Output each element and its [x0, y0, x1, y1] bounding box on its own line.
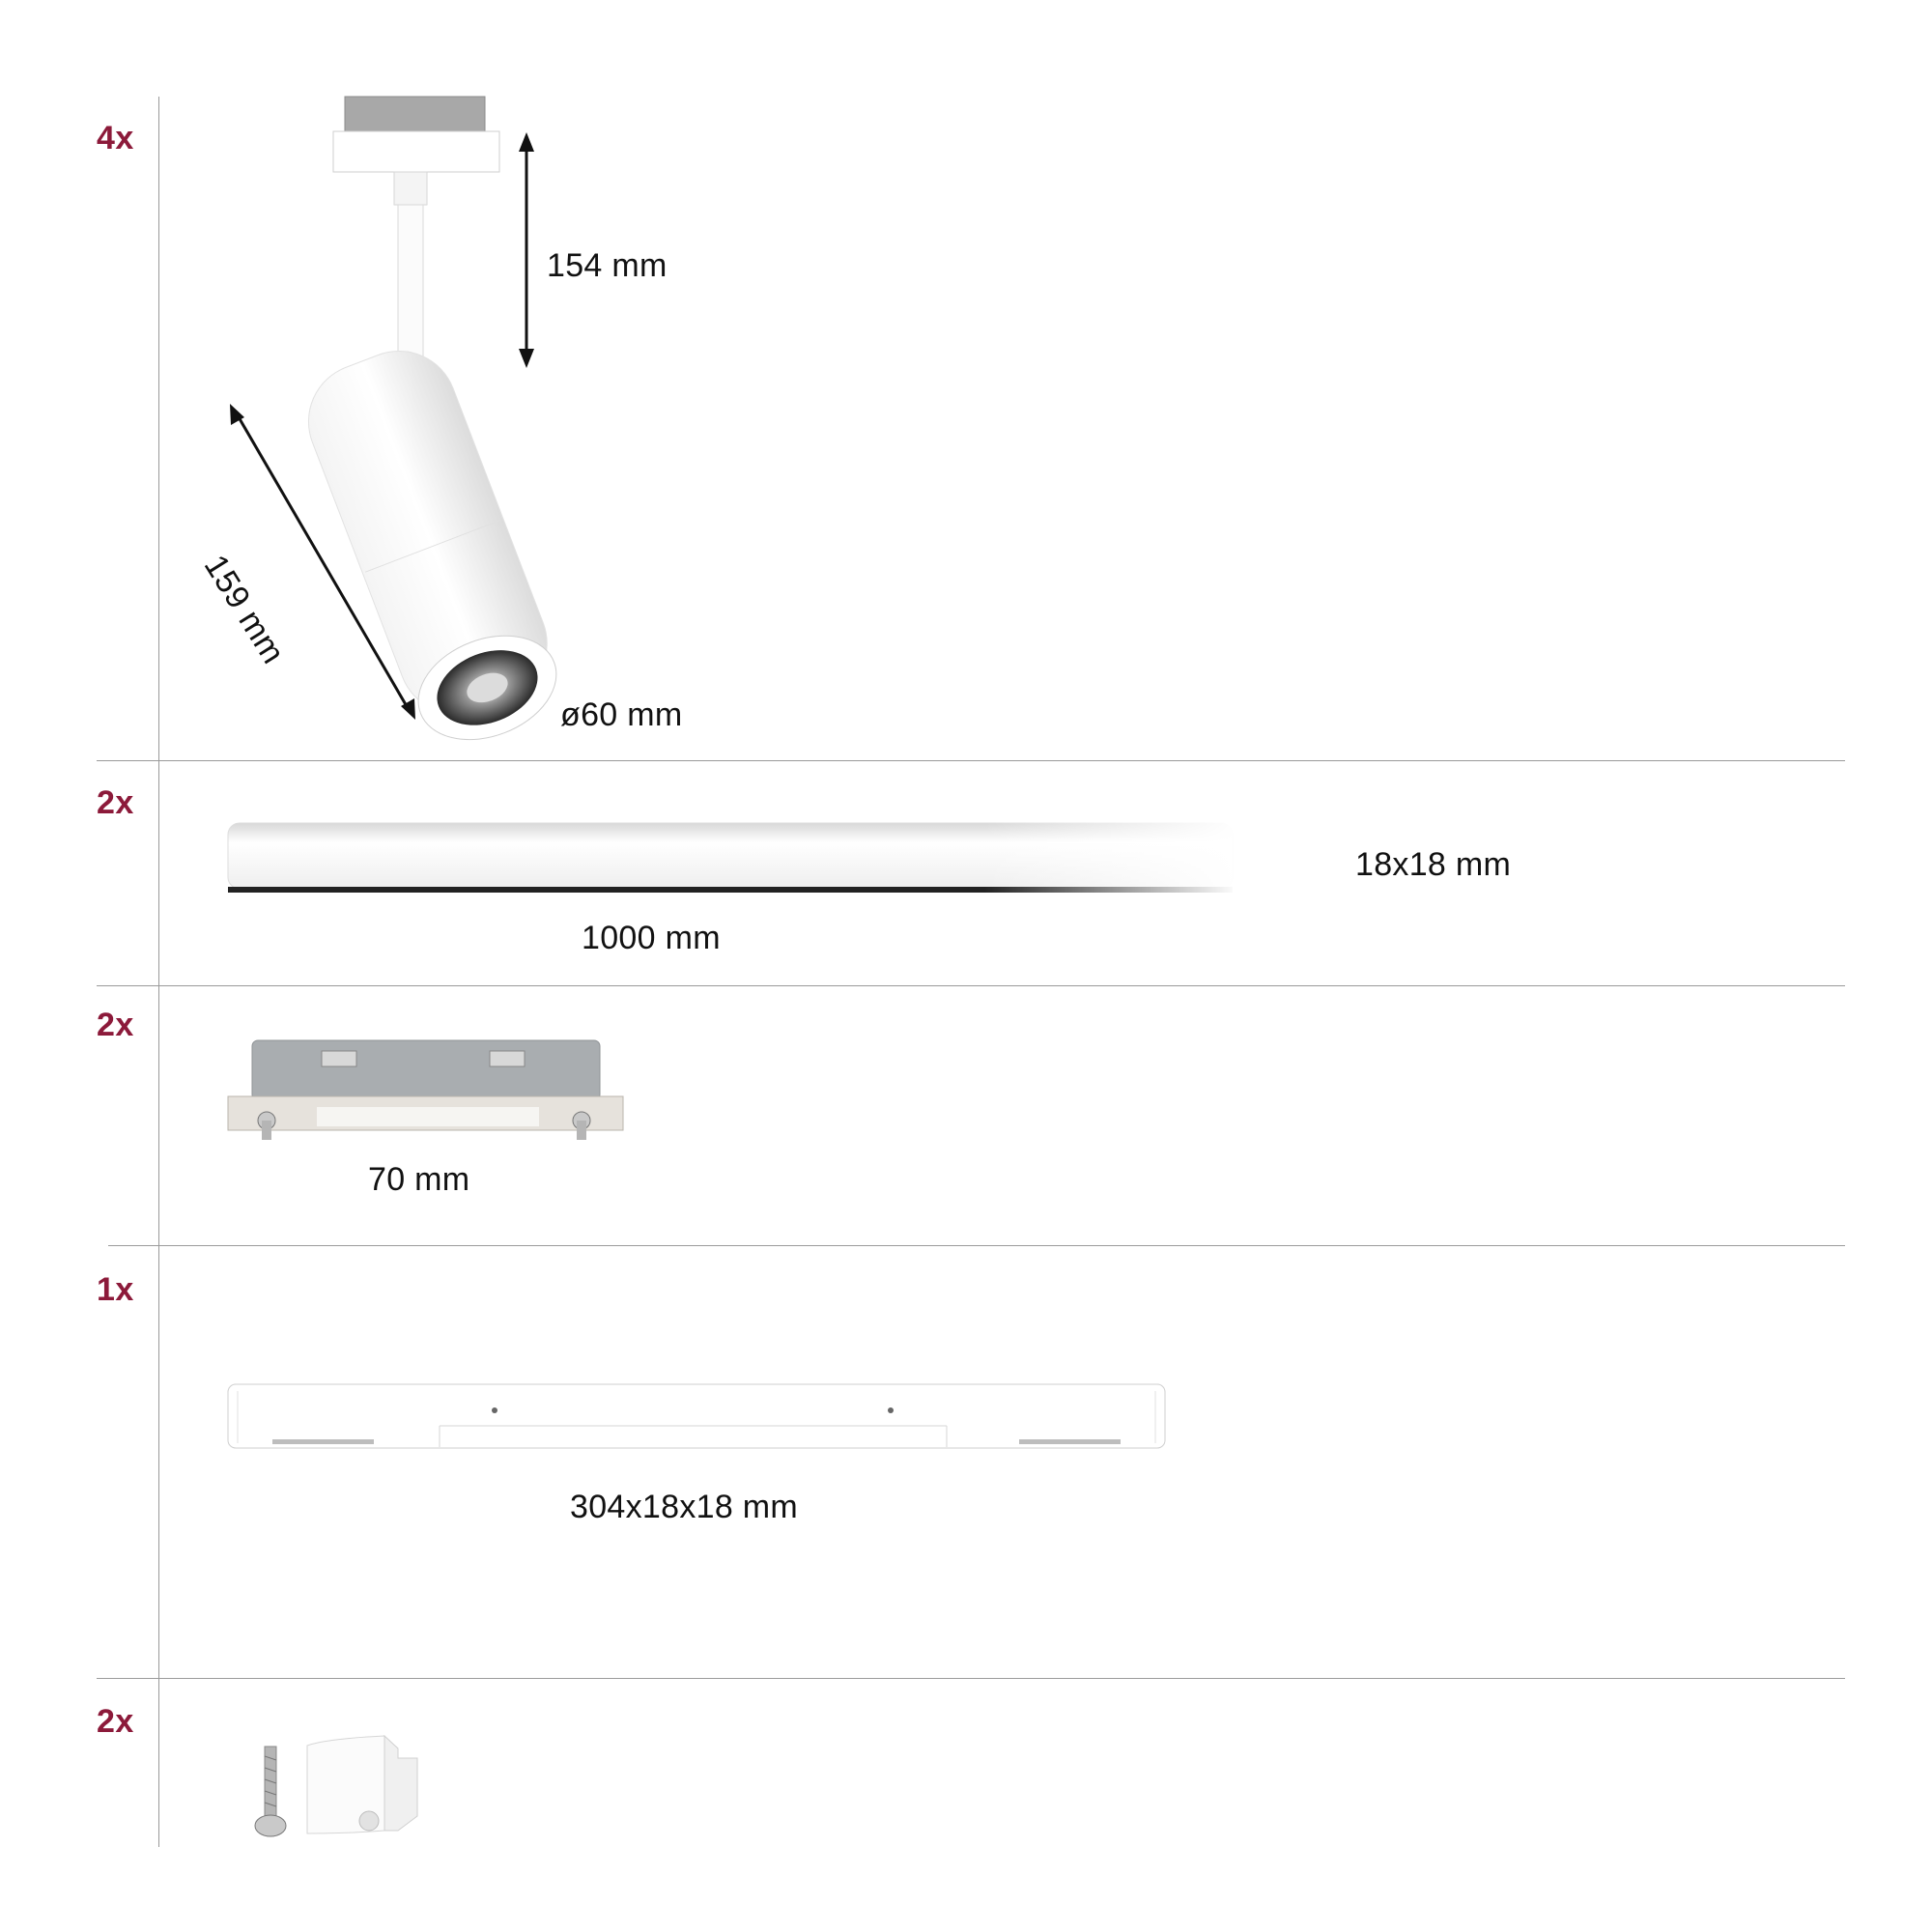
dimension-rail-profile: 18x18 mm	[1355, 846, 1512, 883]
dimension-connector-length: 70 mm	[368, 1161, 470, 1198]
dimension-length: 159 mm	[196, 549, 293, 670]
quantity-label-end-cap: 2x	[97, 1703, 134, 1740]
quantity-label-spotlight: 4x	[97, 120, 134, 156]
dimension-power-rail: 304x18x18 mm	[570, 1489, 799, 1525]
dimension-rail-length: 1000 mm	[582, 920, 721, 956]
quantity-label-rail: 2x	[97, 784, 134, 821]
dimension-diameter: ø60 mm	[560, 696, 683, 733]
quantity-label-power-rail: 1x	[97, 1271, 134, 1308]
quantity-label-connector: 2x	[97, 1007, 134, 1043]
dimension-height: 154 mm	[547, 247, 668, 284]
